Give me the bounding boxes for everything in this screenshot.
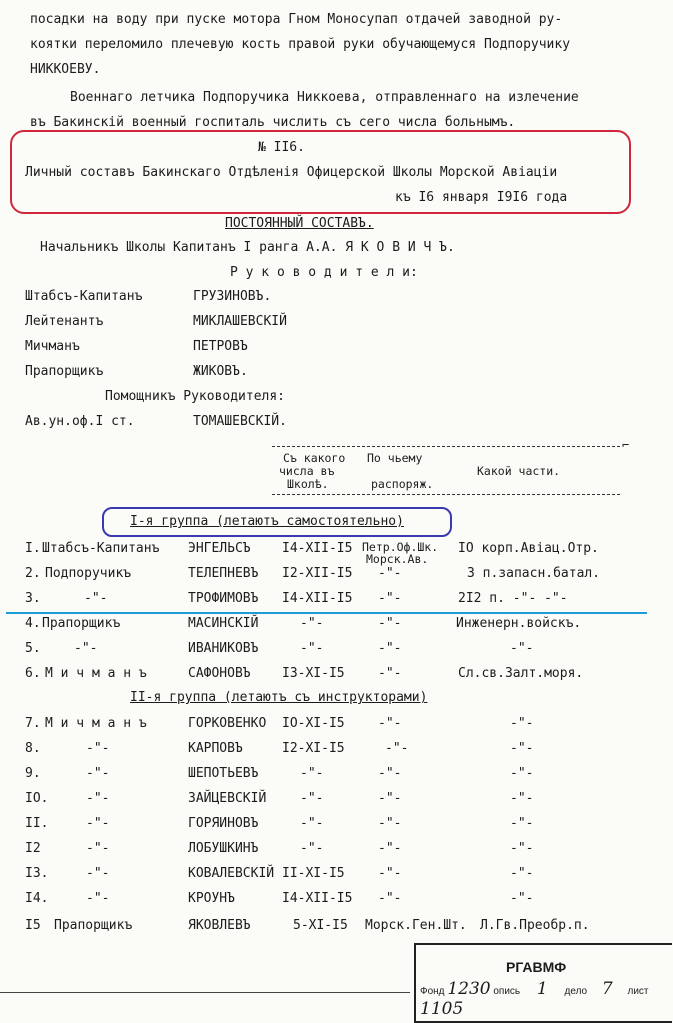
row-rank: М и ч м а н ъ bbox=[45, 716, 147, 731]
intro-line: Военнаго летчика Подпоручика Никкоева, отправленнаго на излечение bbox=[70, 90, 579, 105]
row-order: -"- bbox=[385, 741, 409, 756]
stamp-fields bbox=[420, 979, 672, 1019]
row-name: ЯКОВЛЕВЪ bbox=[188, 918, 251, 933]
row-number: 2. bbox=[25, 566, 41, 581]
row-date: -"- bbox=[300, 791, 324, 806]
row-name: ГОРЯИНОВЪ bbox=[188, 816, 259, 831]
row-unit: -"- bbox=[510, 891, 534, 906]
row-date: IO-XI-I5 bbox=[282, 716, 345, 731]
row-date: -"- bbox=[300, 641, 324, 656]
stamp-delo-value: 7 bbox=[601, 979, 613, 999]
header-col-date: числа въ bbox=[279, 464, 335, 478]
row-name: КРОУНЪ bbox=[188, 891, 235, 906]
row-order: -"- bbox=[378, 566, 402, 581]
header-col-date: Съ какого bbox=[283, 451, 346, 465]
row-rank: Прапорщикъ bbox=[54, 918, 133, 933]
row-unit: Л.Гв.Преобр.п. bbox=[480, 918, 590, 933]
row-rank: -"- bbox=[86, 816, 110, 831]
row-number: I2 bbox=[25, 841, 41, 856]
stamp-opis-label: опись bbox=[493, 986, 521, 997]
row-rank: Подпоручикъ bbox=[45, 566, 132, 581]
group2-heading: II-я группа (летаютъ съ инструкторами) bbox=[130, 690, 428, 705]
stamp-list-value: 1105 bbox=[420, 999, 464, 1019]
row-number: 5. bbox=[25, 641, 41, 656]
row-date: I3-XI-I5 bbox=[282, 666, 345, 681]
header-col-date: Школѣ. bbox=[287, 477, 329, 491]
row-unit: -"- bbox=[510, 716, 534, 731]
row-number: I. bbox=[25, 541, 41, 556]
row-number: I4. bbox=[25, 891, 49, 906]
row-name: ЛОБУШКИНЪ bbox=[188, 841, 259, 856]
row-name: ЭНГЕЛЬСЪ bbox=[188, 541, 251, 556]
table-header-rule bbox=[272, 446, 620, 447]
row-number: I3. bbox=[25, 866, 49, 881]
row-date: -"- bbox=[300, 816, 324, 831]
row-unit: 2I2 п. -"- -"- bbox=[458, 591, 568, 606]
leader-name: ГРУЗИНОВЪ. bbox=[193, 289, 272, 304]
row-date: I4-XII-I5 bbox=[282, 891, 353, 906]
row-name: ИВАНИКОВЪ bbox=[188, 641, 259, 656]
row-order: -"- bbox=[378, 716, 402, 731]
header-col-order: По чьему bbox=[367, 451, 423, 465]
row-unit: -"- bbox=[510, 866, 534, 881]
row-unit: -"- bbox=[510, 766, 534, 781]
row-order: -"- bbox=[378, 866, 402, 881]
row-rank: М и ч м а н ъ bbox=[45, 666, 147, 681]
row-order: -"- bbox=[378, 766, 402, 781]
row-rank: -"- bbox=[86, 741, 110, 756]
row-order: Морск.Ген.Шт. bbox=[365, 918, 467, 933]
row-order: -"- bbox=[378, 666, 402, 681]
row-rank: -"- bbox=[86, 866, 110, 881]
row-date: -"- bbox=[300, 766, 324, 781]
row-number: 9. bbox=[25, 766, 41, 781]
leader-rank: Штабсъ-Капитанъ bbox=[25, 289, 143, 304]
row-date: -"- bbox=[300, 616, 324, 631]
row-order: -"- bbox=[378, 891, 402, 906]
leader-name: МИКЛАШЕВСКІЙ bbox=[193, 314, 287, 329]
header-col-order: распоряж. bbox=[371, 477, 434, 491]
intro-line: коятки переломило плечевую кость правой руки обучающемуся Подпоручику bbox=[30, 37, 571, 52]
row-rank: Штабсъ-Капитанъ bbox=[42, 541, 160, 556]
row-date: I2-XI-I5 bbox=[282, 741, 345, 756]
row-rank: -"- bbox=[86, 791, 110, 806]
row-name: ТРОФИМОВЪ bbox=[188, 591, 259, 606]
row-unit: -"- bbox=[510, 641, 534, 656]
intro-line: въ Бакинскій военный госпиталь числить съ сего числа больнымъ. bbox=[30, 115, 516, 130]
row-order: -"- bbox=[378, 816, 402, 831]
table-header-rule bbox=[272, 494, 620, 495]
stamp-list-label: лист bbox=[627, 986, 649, 997]
highlight-line bbox=[6, 612, 647, 614]
row-unit: 3 п.запасн.батал. bbox=[467, 566, 601, 581]
order-title: Личный составъ Бакинскаго Отдѣленія Офицерской Школы Морской Авіаціи bbox=[25, 165, 558, 180]
row-unit: -"- bbox=[510, 741, 534, 756]
row-number: I5 bbox=[25, 918, 41, 933]
row-unit: IO корп.Авіац.Отр. bbox=[458, 541, 599, 556]
header-col-unit: Какой части. bbox=[477, 464, 561, 478]
row-name: ЗАЙЦЕВСКІЙ bbox=[188, 791, 267, 806]
row-name: ГОРКОВЕНКО bbox=[188, 716, 267, 731]
row-name: ШЕПОТЬЕВЪ bbox=[188, 766, 259, 781]
row-number: II. bbox=[25, 816, 49, 831]
row-date: I4-XII-I5 bbox=[282, 591, 353, 606]
row-date: II-XI-I5 bbox=[282, 866, 345, 881]
row-name: КОВАЛЕВСКІЙ bbox=[188, 866, 275, 881]
assistant-heading: Помощникъ Руководителя: bbox=[105, 389, 286, 404]
intro-line: НИККОЕВУ. bbox=[30, 62, 101, 77]
assistant-rank: Ав.ун.оф.I ст. bbox=[25, 414, 135, 429]
row-name: КАРПОВЪ bbox=[188, 741, 243, 756]
leader-name: ПЕТРОВЪ bbox=[193, 339, 248, 354]
leader-rank: Мичманъ bbox=[25, 339, 80, 354]
order-date: къ I6 января I9I6 года bbox=[395, 190, 568, 205]
row-order: -"- bbox=[378, 841, 402, 856]
row-rank: -"- bbox=[86, 841, 110, 856]
leader-name: ЖИКОВЪ. bbox=[193, 364, 248, 379]
row-unit: -"- bbox=[510, 791, 534, 806]
row-rank: -"- bbox=[86, 891, 110, 906]
row-order: -"- bbox=[378, 616, 402, 631]
row-date: I2-XII-I5 bbox=[282, 566, 353, 581]
group1-heading: I-я группа (летаютъ самостоятельно) bbox=[130, 514, 404, 529]
row-order: -"- bbox=[378, 641, 402, 656]
row-rank: Прапорщикъ bbox=[42, 616, 121, 631]
staff-heading: ПОСТОЯННЫЙ СОСТАВЪ. bbox=[225, 216, 374, 231]
row-rank: -"- bbox=[74, 641, 98, 656]
margin-mark: ⌐ bbox=[622, 438, 630, 452]
row-unit: -"- bbox=[510, 841, 534, 856]
row-order: Морск.Ав. bbox=[366, 552, 429, 566]
order-number: № II6. bbox=[258, 140, 305, 155]
row-unit: Сл.св.Залт.моря. bbox=[458, 666, 584, 681]
row-number: 8. bbox=[25, 741, 41, 756]
row-number: 6. bbox=[25, 666, 41, 681]
row-rank: -"- bbox=[84, 591, 108, 606]
stamp-fond-value: 1230 bbox=[447, 979, 491, 999]
row-date: -"- bbox=[300, 841, 324, 856]
archive-stamp bbox=[414, 943, 672, 1023]
stamp-fond-label: Фонд bbox=[420, 986, 445, 997]
leader-rank: Прапорщикъ bbox=[25, 364, 104, 379]
intro-line: посадки на воду при пуске мотора Гном Моносупап отдачей заводной ру- bbox=[30, 12, 563, 27]
row-unit: -"- bbox=[510, 816, 534, 831]
row-name: САФОНОВЪ bbox=[188, 666, 251, 681]
stamp-opis-value: 1 bbox=[536, 979, 548, 999]
leader-rank: Лейтенантъ bbox=[25, 314, 104, 329]
row-order: Петр.Оф.Шк. bbox=[362, 540, 439, 554]
stamp-delo-label: дело bbox=[564, 986, 588, 997]
row-unit: Инженерн.войскъ. bbox=[456, 616, 582, 631]
row-name: ТЕЛЕПНЕВЪ bbox=[188, 566, 259, 581]
stamp-title: РГАВМФ bbox=[506, 959, 567, 975]
row-number: IO. bbox=[25, 791, 49, 806]
bottom-rule bbox=[0, 992, 410, 993]
row-number: 3. bbox=[25, 591, 41, 606]
leaders-heading: Р у к о в о д и т е л и: bbox=[230, 265, 418, 280]
row-order: -"- bbox=[378, 591, 402, 606]
row-date: I4-XII-I5 bbox=[282, 541, 353, 556]
row-name: МАСИНСКІЙ bbox=[188, 616, 259, 631]
school-chief: Начальникъ Школы Капитанъ I ранга А.А. Я К О В И Ч Ъ. bbox=[40, 240, 455, 255]
row-rank: -"- bbox=[86, 766, 110, 781]
row-number: 4. bbox=[25, 616, 41, 631]
row-order: -"- bbox=[378, 791, 402, 806]
assistant-name: ТОМАШЕВСКІЙ. bbox=[193, 414, 287, 429]
row-date: 5-XI-I5 bbox=[293, 918, 348, 933]
row-number: 7. bbox=[25, 716, 41, 731]
